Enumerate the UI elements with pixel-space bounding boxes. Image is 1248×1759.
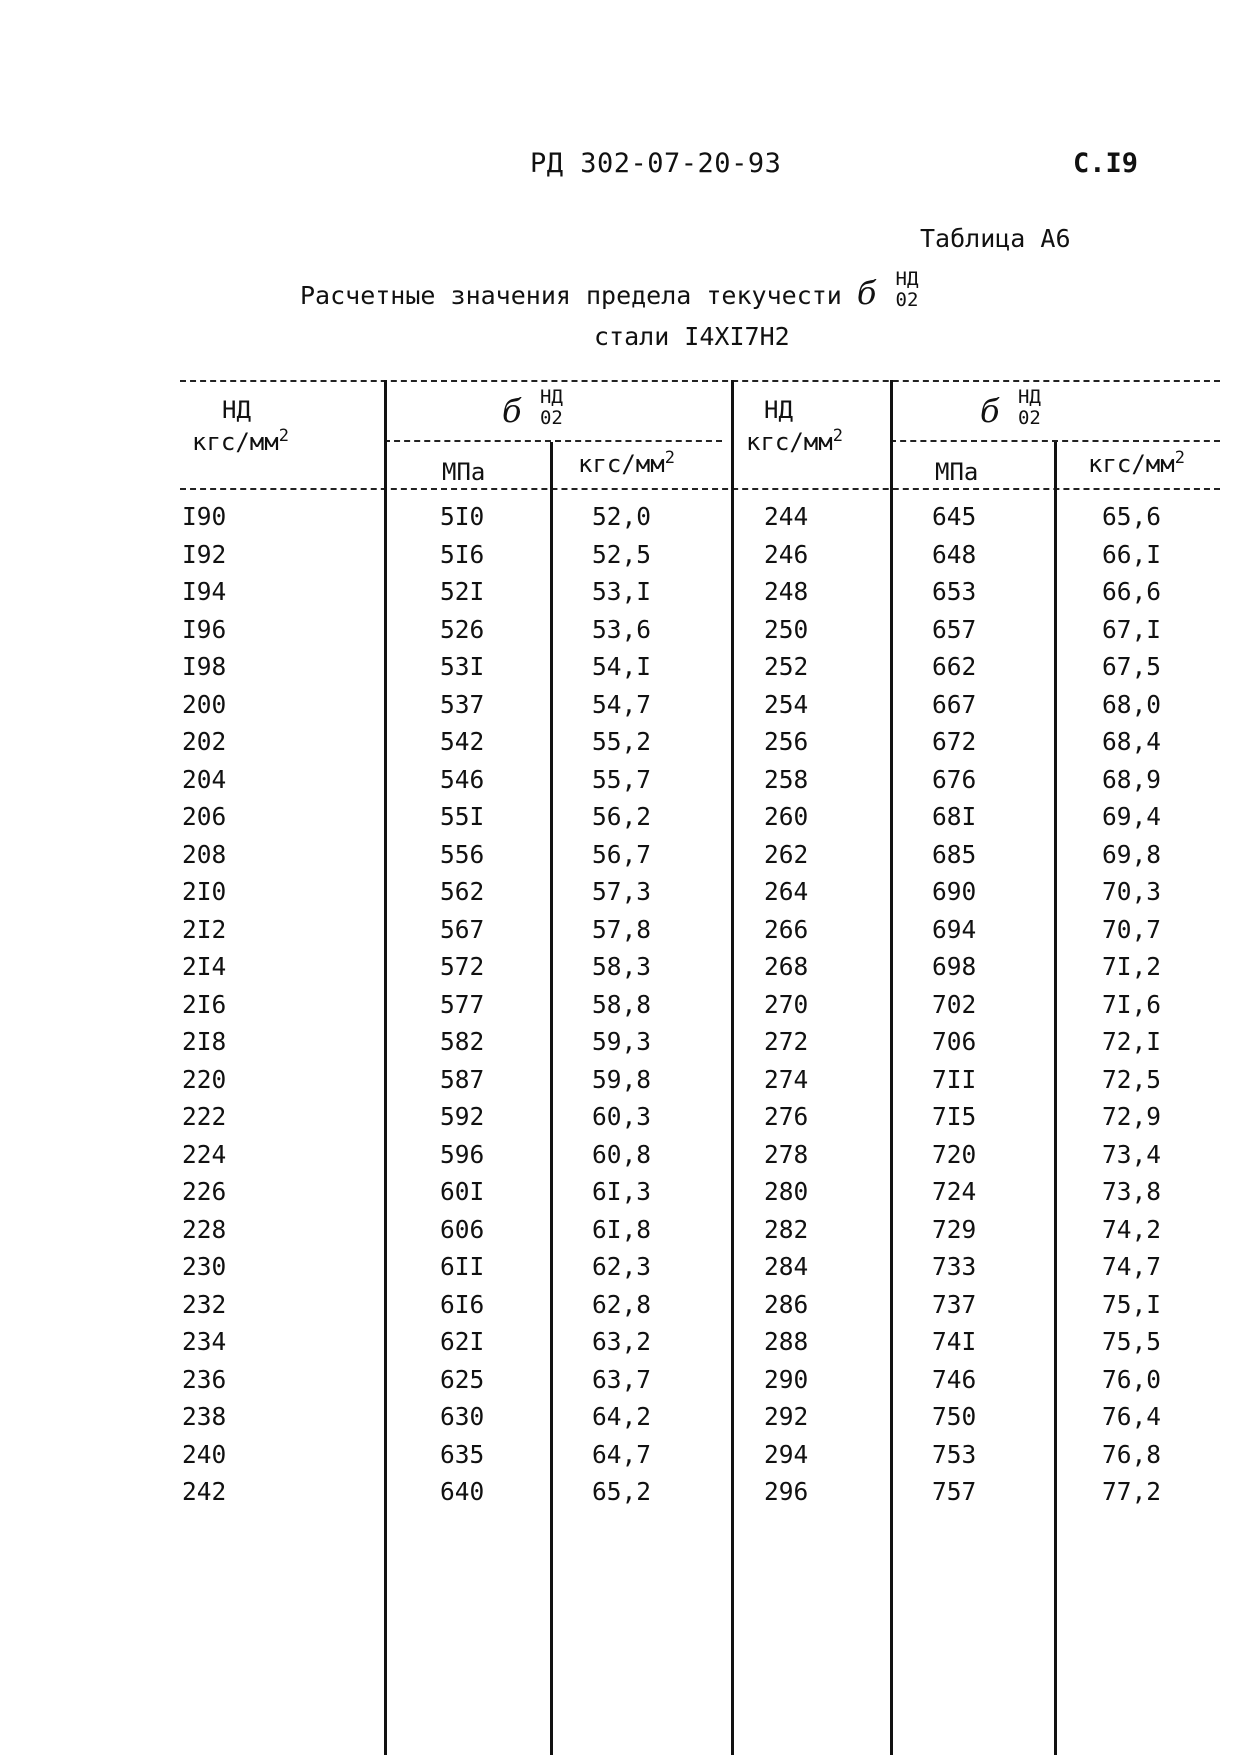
cell-kgs-right: 68,4 — [1102, 727, 1162, 756]
cell-mpa-left: 587 — [440, 1064, 485, 1094]
table-row — [0, 1440, 1248, 1478]
cell-kgs-left: 52,0 — [592, 502, 652, 531]
cell-nd-left: I92 — [182, 539, 227, 569]
cell-nd-right: 276 — [764, 1102, 809, 1131]
table-row — [0, 765, 1248, 803]
table-row — [0, 1402, 1248, 1440]
cell-nd-left: 224 — [182, 1139, 227, 1169]
cell-mpa-right: 753 — [932, 1439, 977, 1469]
cell-mpa-left: 606 — [440, 1214, 485, 1244]
document-code: РД 302-07-20-93 — [530, 148, 782, 179]
cell-nd-left: 230 — [182, 1252, 227, 1281]
cell-kgs-left: 57,3 — [592, 877, 652, 906]
cell-kgs-right: 7I,6 — [1102, 989, 1162, 1019]
cell-mpa-right: 662 — [932, 652, 977, 681]
table-top-rule — [180, 380, 1220, 382]
cell-nd-left: 2I4 — [182, 952, 227, 981]
cell-mpa-left: 582 — [440, 1027, 485, 1056]
cell-mpa-left: 62I — [440, 1327, 485, 1356]
header-kgs-left — [578, 448, 675, 478]
cell-nd-right: 248 — [764, 577, 809, 606]
cell-nd-left: 242 — [182, 1477, 227, 1506]
cell-kgs-left: 54,7 — [592, 689, 652, 719]
table-row — [0, 915, 1248, 953]
cell-nd-left: 240 — [182, 1439, 227, 1469]
cell-kgs-right: 66,I — [1102, 539, 1162, 569]
table-subtitle: стали I4XI7H2 — [594, 322, 790, 351]
cell-kgs-left: 60,8 — [592, 1139, 652, 1169]
cell-nd-right: 260 — [764, 802, 809, 831]
table-row — [0, 1290, 1248, 1328]
table-row — [0, 540, 1248, 578]
cell-nd-left: 200 — [182, 689, 227, 719]
cell-mpa-left: 635 — [440, 1439, 485, 1469]
cell-nd-right: 258 — [764, 764, 809, 794]
sigma-symbol: б — [856, 274, 877, 312]
cell-mpa-right: 74I — [932, 1327, 977, 1356]
unit-text: кгс/мм — [578, 450, 665, 478]
table-row — [0, 615, 1248, 653]
cell-kgs-right: 74,2 — [1102, 1214, 1162, 1244]
cell-mpa-left: 546 — [440, 764, 485, 794]
cell-nd-left: 206 — [182, 802, 227, 831]
cell-kgs-right: 66,6 — [1102, 577, 1162, 606]
cell-nd-right: 278 — [764, 1139, 809, 1169]
cell-kgs-right: 70,3 — [1102, 877, 1162, 906]
cell-kgs-right: 76,0 — [1102, 1364, 1162, 1394]
table-row — [0, 1477, 1248, 1515]
cell-kgs-right: 76,4 — [1102, 1402, 1162, 1431]
cell-kgs-left: 62,3 — [592, 1252, 652, 1281]
cell-kgs-left: 6I,8 — [592, 1214, 652, 1244]
cell-nd-left: 202 — [182, 727, 227, 756]
sigma-superscript: НД — [1017, 386, 1041, 408]
cell-nd-right: 246 — [764, 539, 809, 569]
cell-mpa-left: 5I0 — [440, 502, 485, 531]
cell-nd-left: 222 — [182, 1102, 227, 1131]
cell-mpa-left: 577 — [440, 989, 485, 1019]
header-unit-right — [746, 426, 843, 456]
cell-mpa-right: 757 — [932, 1477, 977, 1506]
unit-power: 2 — [1174, 448, 1185, 468]
cell-nd-right: 274 — [764, 1064, 809, 1094]
table-row — [0, 652, 1248, 690]
cell-mpa-right: 706 — [932, 1027, 977, 1056]
cell-kgs-right: 68,0 — [1102, 689, 1162, 719]
cell-kgs-right: 67,5 — [1102, 652, 1162, 681]
cell-kgs-right: 73,8 — [1102, 1177, 1162, 1206]
cell-nd-left: 2I0 — [182, 877, 227, 906]
cell-nd-right: 244 — [764, 502, 809, 531]
sigma-superscript: НД — [539, 386, 563, 408]
cell-mpa-right: 7I5 — [932, 1102, 977, 1131]
cell-kgs-right: 75,5 — [1102, 1327, 1162, 1356]
cell-mpa-right: 720 — [932, 1139, 977, 1169]
cell-kgs-right: 69,4 — [1102, 802, 1162, 831]
cell-mpa-right: 746 — [932, 1364, 977, 1394]
cell-mpa-right: 667 — [932, 689, 977, 719]
cell-mpa-left: 596 — [440, 1139, 485, 1169]
page-number: С.I9 — [1073, 148, 1139, 179]
table-row — [0, 1065, 1248, 1103]
cell-mpa-right: 676 — [932, 764, 977, 794]
cell-nd-left: 226 — [182, 1177, 227, 1206]
header-mpa-left: МПа — [442, 458, 486, 486]
table-row — [0, 727, 1248, 765]
cell-mpa-left: 537 — [440, 689, 485, 719]
cell-nd-right: 280 — [764, 1177, 809, 1206]
cell-kgs-left: 53,6 — [592, 614, 652, 644]
header-bottom-rule — [180, 488, 1220, 490]
sigma-subscript: 02 — [539, 407, 563, 429]
title-text: Расчетные значения предела текучести — [300, 281, 842, 310]
cell-nd-left: 220 — [182, 1064, 227, 1094]
cell-kgs-left: 57,8 — [592, 914, 652, 944]
cell-mpa-right: 657 — [932, 614, 977, 644]
cell-nd-left: I94 — [182, 577, 227, 606]
cell-mpa-right: 702 — [932, 989, 977, 1019]
table-body — [0, 502, 1248, 1515]
cell-nd-right: 296 — [764, 1477, 809, 1506]
table-row — [0, 1027, 1248, 1065]
cell-nd-right: 254 — [764, 689, 809, 719]
cell-nd-left: 2I2 — [182, 914, 227, 944]
unit-power: 2 — [832, 426, 843, 446]
cell-mpa-left: 6I6 — [440, 1289, 485, 1319]
cell-kgs-right: 69,8 — [1102, 839, 1162, 869]
cell-kgs-left: 63,2 — [592, 1327, 652, 1356]
cell-mpa-right: 694 — [932, 914, 977, 944]
unit-text: кгс/мм — [746, 428, 833, 456]
cell-mpa-right: 729 — [932, 1214, 977, 1244]
cell-kgs-left: 59,8 — [592, 1064, 652, 1094]
cell-mpa-left: 562 — [440, 877, 485, 906]
cell-nd-right: 290 — [764, 1364, 809, 1394]
cell-kgs-left: 58,8 — [592, 989, 652, 1019]
sigma-index — [536, 386, 576, 430]
table-row — [0, 840, 1248, 878]
cell-nd-right: 264 — [764, 877, 809, 906]
header-nd-left: НД — [222, 396, 251, 424]
cell-nd-left: I98 — [182, 652, 227, 681]
cell-nd-right: 284 — [764, 1252, 809, 1281]
cell-nd-left: 2I8 — [182, 1027, 227, 1056]
cell-kgs-right: 75,I — [1102, 1289, 1162, 1319]
cell-kgs-right: 7I,2 — [1102, 952, 1162, 981]
cell-mpa-left: 592 — [440, 1102, 485, 1131]
cell-nd-right: 262 — [764, 839, 809, 869]
cell-mpa-left: 556 — [440, 839, 485, 869]
cell-kgs-right: 72,I — [1102, 1027, 1162, 1056]
cell-mpa-right: 733 — [932, 1252, 977, 1281]
table-row — [0, 877, 1248, 915]
table-row — [0, 1365, 1248, 1403]
cell-kgs-right: 76,8 — [1102, 1439, 1162, 1469]
table-label: Таблица А6 — [920, 224, 1071, 253]
cell-mpa-left: 60I — [440, 1177, 485, 1206]
unit-text: кгс/мм — [192, 428, 279, 456]
cell-nd-right: 288 — [764, 1327, 809, 1356]
table-row — [0, 1252, 1248, 1290]
header-nd-right: НД — [764, 396, 793, 424]
sigma-subscript: 02 — [895, 289, 919, 311]
cell-mpa-right: 645 — [932, 502, 977, 531]
cell-nd-right: 266 — [764, 914, 809, 944]
sigma-superscript: НД — [895, 268, 919, 290]
cell-nd-left: 2I6 — [182, 989, 227, 1019]
cell-mpa-left: 55I — [440, 802, 485, 831]
cell-nd-right: 282 — [764, 1214, 809, 1244]
cell-kgs-left: 64,2 — [592, 1402, 652, 1431]
header-sigma-left — [502, 386, 576, 430]
cell-mpa-left: 567 — [440, 914, 485, 944]
cell-kgs-left: 56,7 — [592, 839, 652, 869]
cell-nd-left: 228 — [182, 1214, 227, 1244]
header-sigma-right — [980, 386, 1054, 430]
cell-mpa-right: 750 — [932, 1402, 977, 1431]
cell-nd-right: 292 — [764, 1402, 809, 1431]
cell-nd-right: 272 — [764, 1027, 809, 1056]
table-row — [0, 990, 1248, 1028]
sigma-sub-rule-left — [384, 440, 722, 442]
sigma-index — [892, 268, 932, 312]
cell-kgs-right: 72,5 — [1102, 1064, 1162, 1094]
cell-kgs-right: 70,7 — [1102, 914, 1162, 944]
cell-mpa-right: 648 — [932, 539, 977, 569]
cell-kgs-right: 67,I — [1102, 614, 1162, 644]
cell-kgs-right: 65,6 — [1102, 502, 1162, 531]
cell-mpa-right: 68I — [932, 802, 977, 831]
cell-nd-right: 268 — [764, 952, 809, 981]
cell-mpa-right: 698 — [932, 952, 977, 981]
cell-mpa-left: 6II — [440, 1252, 485, 1281]
unit-power: 2 — [278, 426, 289, 446]
unit-power: 2 — [664, 448, 675, 468]
unit-text: кгс/мм — [1088, 450, 1175, 478]
cell-mpa-left: 53I — [440, 652, 485, 681]
cell-nd-right: 294 — [764, 1439, 809, 1469]
cell-kgs-right: 72,9 — [1102, 1102, 1162, 1131]
cell-kgs-right: 77,2 — [1102, 1477, 1162, 1506]
cell-mpa-left: 625 — [440, 1364, 485, 1394]
cell-nd-left: 238 — [182, 1402, 227, 1431]
cell-kgs-left: 55,7 — [592, 764, 652, 794]
cell-kgs-left: 53,I — [592, 577, 652, 606]
cell-kgs-right: 68,9 — [1102, 764, 1162, 794]
sigma-subscript: 02 — [1017, 407, 1041, 429]
table-row — [0, 502, 1248, 540]
cell-mpa-right: 737 — [932, 1289, 977, 1319]
cell-kgs-right: 74,7 — [1102, 1252, 1162, 1281]
cell-mpa-left: 526 — [440, 614, 485, 644]
cell-kgs-left: 59,3 — [592, 1027, 652, 1056]
table-row — [0, 952, 1248, 990]
cell-kgs-left: 58,3 — [592, 952, 652, 981]
cell-nd-right: 256 — [764, 727, 809, 756]
table-row — [0, 1327, 1248, 1365]
cell-kgs-right: 73,4 — [1102, 1139, 1162, 1169]
cell-mpa-left: 52I — [440, 577, 485, 606]
cell-nd-left: 208 — [182, 839, 227, 869]
cell-nd-left: 234 — [182, 1327, 227, 1356]
table-row — [0, 577, 1248, 615]
cell-kgs-left: 63,7 — [592, 1364, 652, 1394]
header-kgs-right — [1088, 448, 1185, 478]
table-row — [0, 802, 1248, 840]
table-row — [0, 1177, 1248, 1215]
cell-mpa-right: 690 — [932, 877, 977, 906]
table-row — [0, 690, 1248, 728]
cell-mpa-left: 542 — [440, 727, 485, 756]
cell-mpa-left: 640 — [440, 1477, 485, 1506]
sigma-icon: б — [980, 392, 1000, 430]
header-mpa-right: МПа — [935, 458, 979, 486]
cell-mpa-right: 685 — [932, 839, 977, 869]
cell-kgs-left: 62,8 — [592, 1289, 652, 1319]
cell-mpa-right: 653 — [932, 577, 977, 606]
cell-nd-left: I96 — [182, 614, 227, 644]
cell-kgs-left: 52,5 — [592, 539, 652, 569]
sigma-index — [1014, 386, 1054, 430]
cell-mpa-left: 572 — [440, 952, 485, 981]
cell-nd-left: I90 — [182, 502, 227, 531]
cell-kgs-left: 56,2 — [592, 802, 652, 831]
cell-nd-left: 204 — [182, 764, 227, 794]
table-row — [0, 1102, 1248, 1140]
cell-kgs-left: 60,3 — [592, 1102, 652, 1131]
header-unit-left — [192, 426, 289, 456]
cell-nd-right: 252 — [764, 652, 809, 681]
cell-mpa-left: 5I6 — [440, 539, 485, 569]
table-title — [300, 268, 932, 312]
cell-mpa-right: 7II — [932, 1064, 977, 1094]
cell-nd-right: 286 — [764, 1289, 809, 1319]
cell-kgs-left: 65,2 — [592, 1477, 652, 1506]
table-row — [0, 1140, 1248, 1178]
cell-nd-left: 236 — [182, 1364, 227, 1394]
cell-kgs-left: 54,I — [592, 652, 652, 681]
cell-mpa-left: 630 — [440, 1402, 485, 1431]
cell-mpa-right: 724 — [932, 1177, 977, 1206]
cell-kgs-left: 55,2 — [592, 727, 652, 756]
table-row — [0, 1215, 1248, 1253]
cell-kgs-left: 64,7 — [592, 1439, 652, 1469]
cell-mpa-right: 672 — [932, 727, 977, 756]
cell-nd-right: 250 — [764, 614, 809, 644]
cell-nd-right: 270 — [764, 989, 809, 1019]
sigma-icon: б — [502, 392, 522, 430]
cell-kgs-left: 6I,3 — [592, 1177, 652, 1206]
cell-nd-left: 232 — [182, 1289, 227, 1319]
